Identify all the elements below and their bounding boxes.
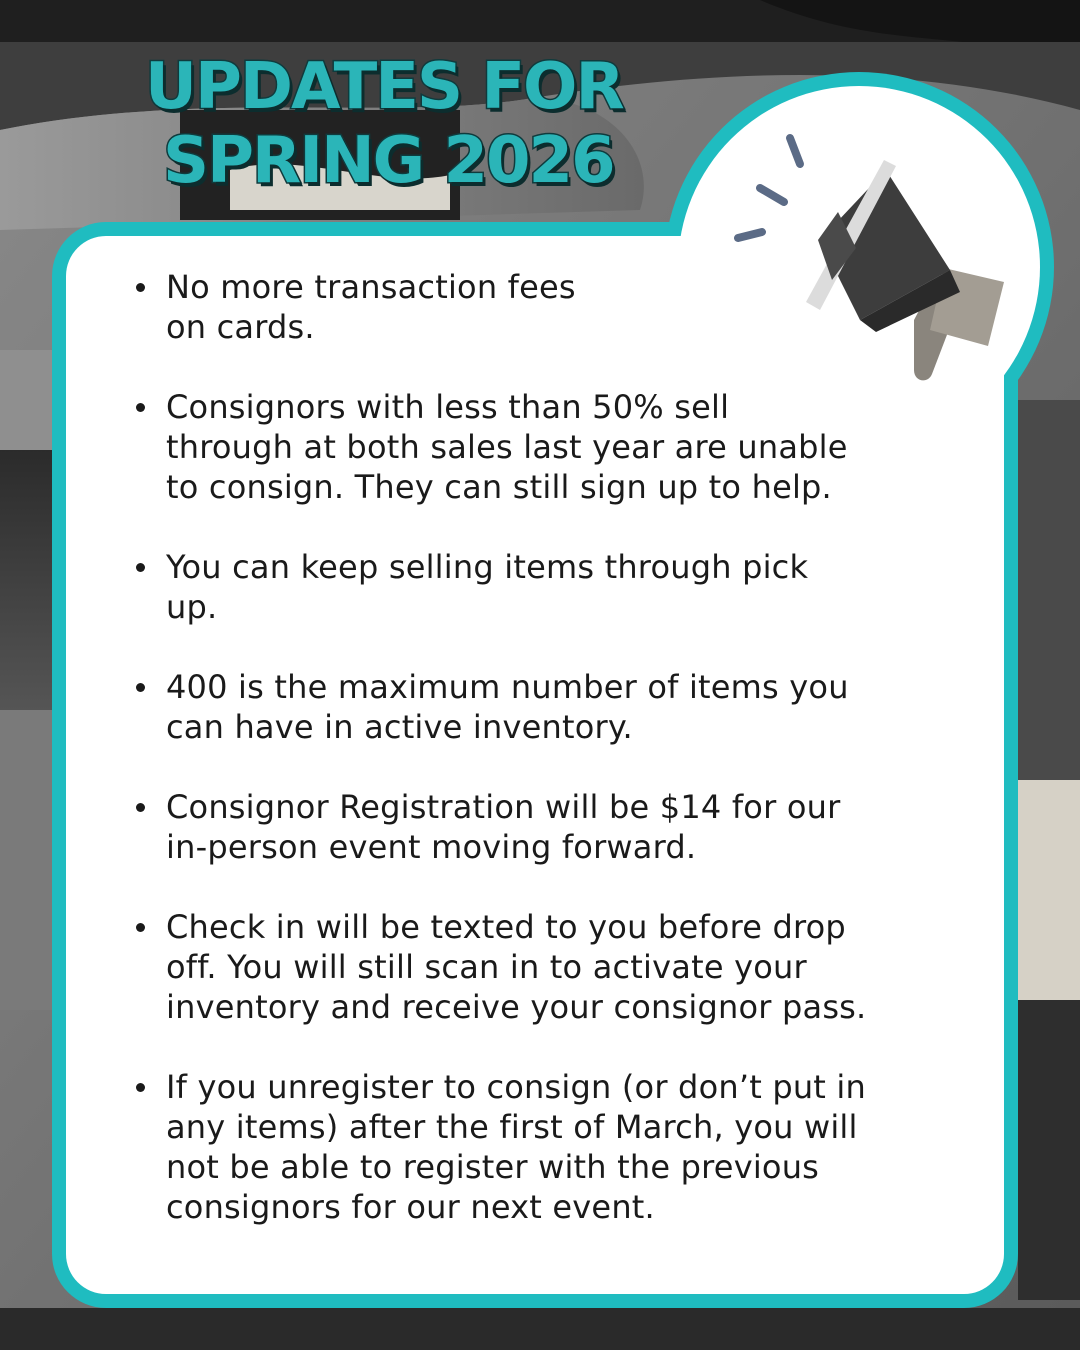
bullet-icon bbox=[136, 283, 145, 292]
bullet-icon bbox=[136, 403, 145, 412]
sound-lines bbox=[738, 138, 800, 238]
update-text: If you unregister to consign (or don’t put in any items) after the first of March, you will not be able to register with the previous consignors for our next event. bbox=[166, 1068, 866, 1226]
update-item-sell-through bbox=[128, 387, 988, 507]
bullet-icon bbox=[136, 923, 145, 932]
update-item-max-inventory bbox=[128, 667, 988, 747]
update-item-pick-up bbox=[128, 547, 988, 627]
bullet-icon bbox=[136, 563, 145, 572]
update-text: 400 is the maximum number of items you can have in active inventory. bbox=[166, 668, 849, 746]
update-text: Consignor Registration will be $14 for our in-person event moving forward. bbox=[166, 788, 841, 866]
update-text: Check in will be texted to you before drop off. You will still scan in to activate your inventory and receive your consignor pass. bbox=[166, 908, 867, 1026]
bullet-icon bbox=[136, 1083, 145, 1092]
update-item-check-in bbox=[128, 907, 988, 1027]
update-text: Consignors with less than 50% sell through at both sales last year are unable to consign. They can still sign up to help. bbox=[166, 388, 848, 506]
update-item-unregister bbox=[128, 1067, 988, 1227]
page-title bbox=[145, 50, 705, 198]
title-line-1: UPDATES FOR bbox=[145, 50, 623, 124]
update-text: You can keep selling items through pick up. bbox=[166, 548, 809, 626]
bullet-icon bbox=[136, 803, 145, 812]
title-line-2: SPRING 2026 bbox=[163, 124, 614, 198]
update-item-registration-fee bbox=[128, 787, 988, 867]
update-text: No more transaction fees on cards. bbox=[166, 268, 576, 346]
updates-list bbox=[128, 267, 988, 1267]
bullet-icon bbox=[136, 683, 145, 692]
update-item-transaction-fees bbox=[128, 267, 988, 347]
